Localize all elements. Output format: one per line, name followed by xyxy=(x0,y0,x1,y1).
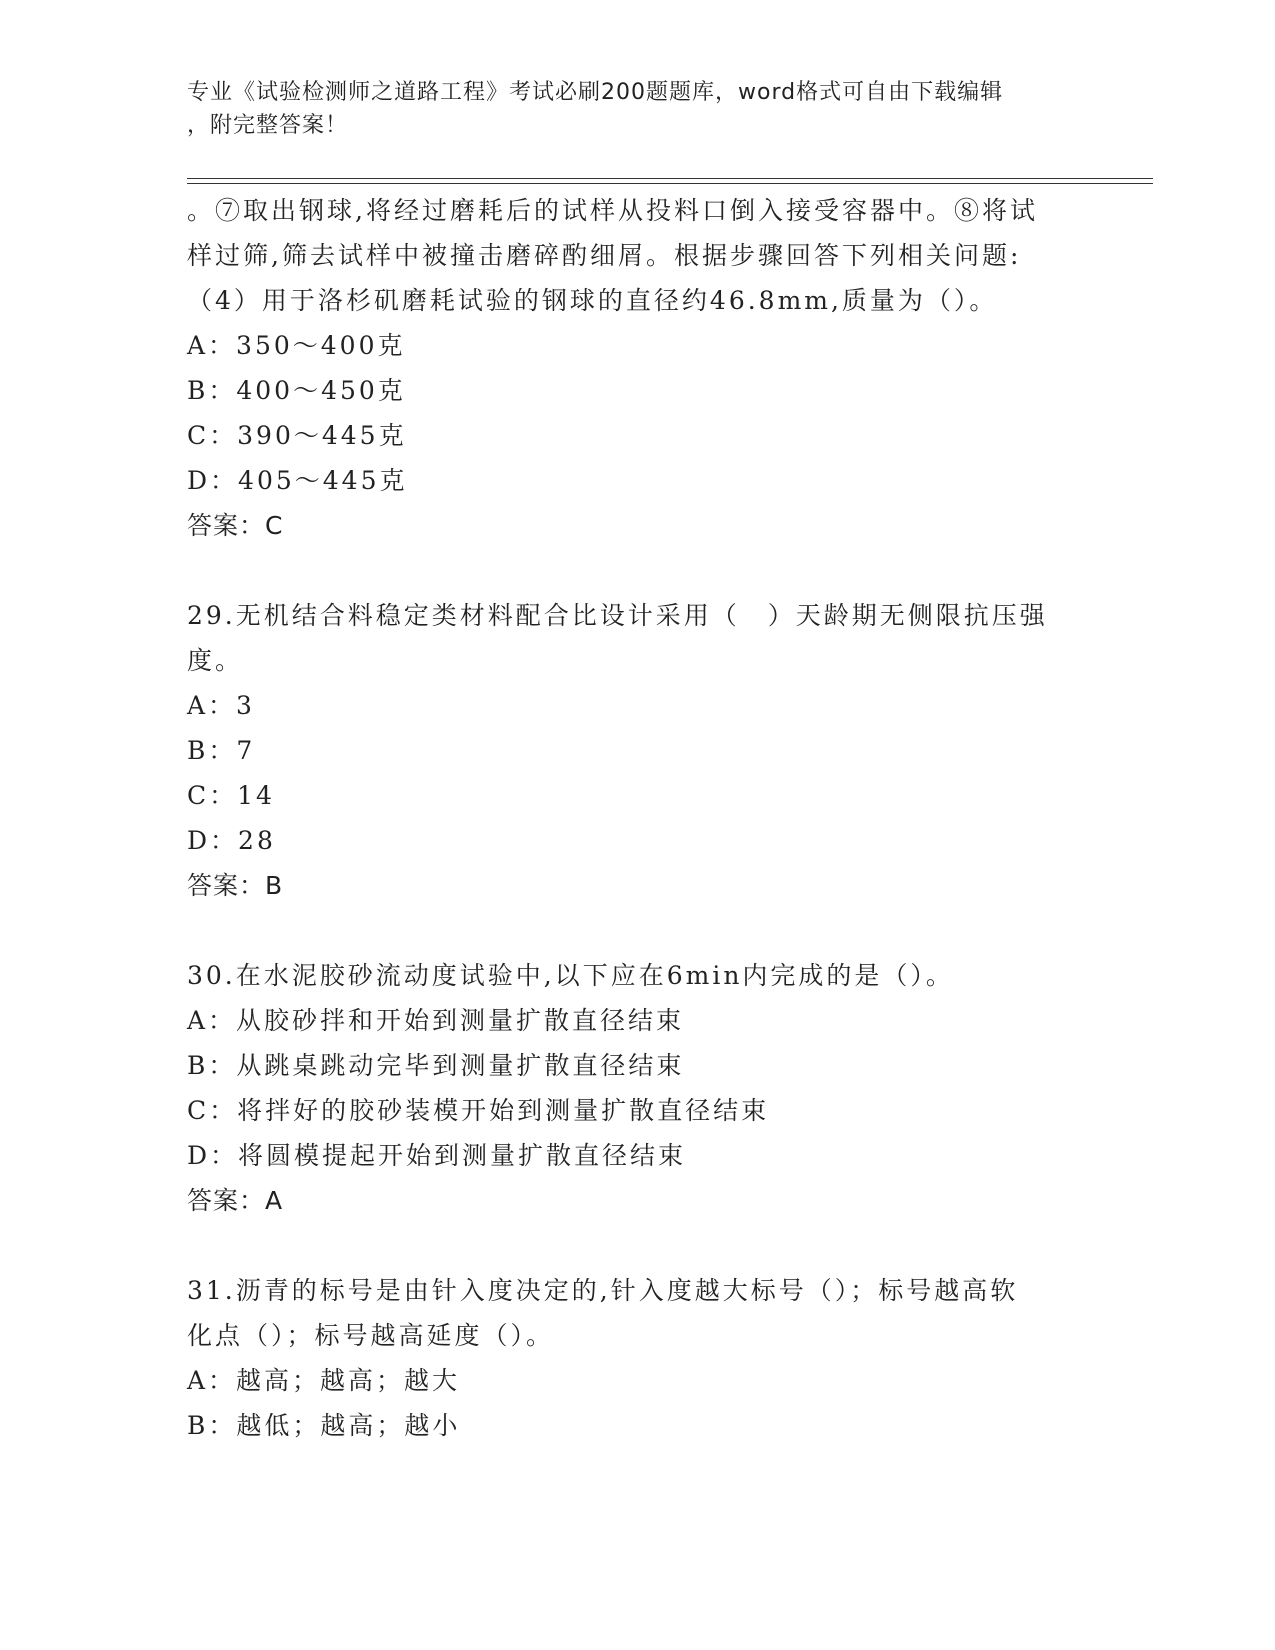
question-text-line: 样过筛,筛去试样中被撞击磨碎酌细屑。根据步骤回答下列相关问题: xyxy=(187,241,1022,270)
question-28 xyxy=(187,188,1087,548)
spacer xyxy=(187,1223,1087,1268)
question-30 xyxy=(187,953,1087,1223)
question-text-line: 31.沥青的标号是由针入度决定的,针入度越大标号（）；标号越高软 xyxy=(187,1276,1019,1305)
header-title-line2: ，附完整答案！ xyxy=(187,113,349,138)
spacer xyxy=(187,908,1087,953)
question-list xyxy=(187,188,1087,1448)
header-rule-top xyxy=(187,178,1153,179)
question-text-line: 。⑦取出钢球,将经过磨耗后的试样从投料口倒入接受容器中。⑧将试 xyxy=(187,196,1038,225)
answer-label: 答案：C xyxy=(187,511,284,540)
header-title-line1: 专业《试验检测师之道路工程》考试必刷200题题库，word格式可自由下载编辑 xyxy=(187,80,1004,105)
answer-label: 答案：A xyxy=(187,1186,284,1215)
question-29 xyxy=(187,593,1087,908)
question-text-line: 30.在水泥胶砂流动度试验中,以下应在6min内完成的是（）。 xyxy=(187,961,954,990)
option-a: A：350～400克 xyxy=(187,331,406,360)
option-d: D：28 xyxy=(187,826,276,855)
option-c: C：390～445克 xyxy=(187,421,407,450)
option-c: C：14 xyxy=(187,781,275,810)
option-a: A：越高；越高；越大 xyxy=(187,1366,461,1395)
spacer xyxy=(187,548,1087,593)
option-b: B：400～450克 xyxy=(187,376,406,405)
option-a: A：从胶砂拌和开始到测量扩散直径结束 xyxy=(187,1006,685,1035)
question-text-line: 29.无机结合料稳定类材料配合比设计采用（ ）天龄期无侧限抗压强 xyxy=(187,601,1048,630)
option-b: B：7 xyxy=(187,736,256,765)
page-header xyxy=(187,76,1067,142)
option-a: A：3 xyxy=(187,691,255,720)
header-rule-bottom xyxy=(187,183,1153,184)
question-31 xyxy=(187,1268,1087,1448)
option-d: D：将圆模提起开始到测量扩散直径结束 xyxy=(187,1141,687,1170)
question-text-line: 度。 xyxy=(187,646,244,675)
option-c: C：将拌好的胶砂装模开始到测量扩散直径结束 xyxy=(187,1096,770,1125)
option-b: B：越低；越高；越小 xyxy=(187,1411,461,1440)
answer-label: 答案：B xyxy=(187,871,284,900)
option-b: B：从跳桌跳动完毕到测量扩散直径结束 xyxy=(187,1051,685,1080)
question-text-line: （4）用于洛杉矶磨耗试验的钢球的直径约46.8mm,质量为（）。 xyxy=(187,286,998,315)
option-d: D：405～445克 xyxy=(187,466,408,495)
question-text-line: 化点（）；标号越高延度（）。 xyxy=(187,1321,555,1350)
